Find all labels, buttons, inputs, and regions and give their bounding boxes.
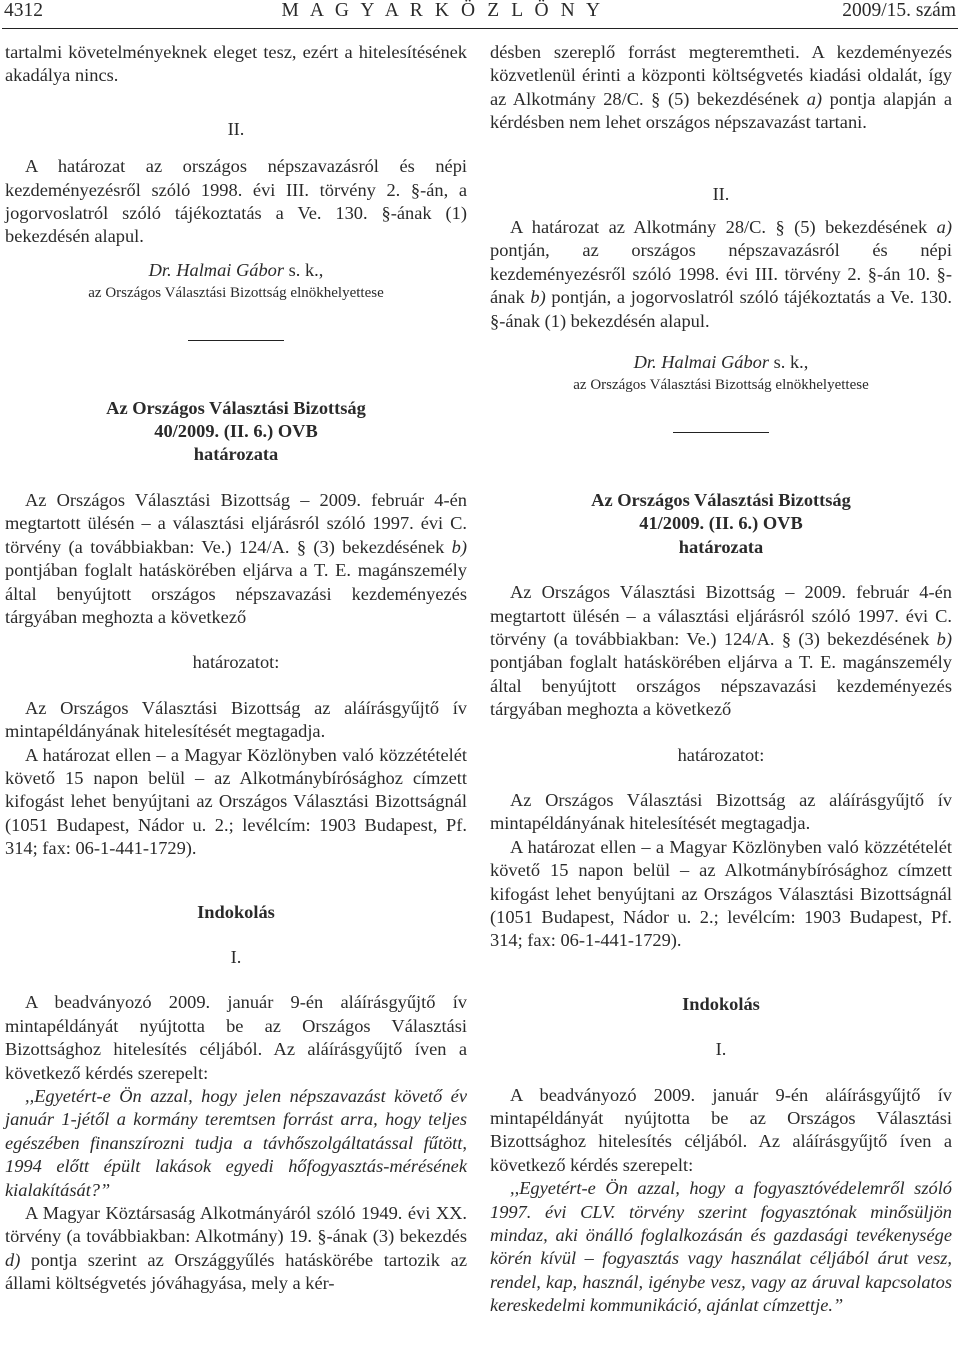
decision-organization: Az Országos Választási Bizottság: [106, 397, 366, 418]
signatory-title: az Országos Választási Bizottság elnökhelyettese: [573, 377, 869, 394]
decision-number: 41/2009. (II. 6.) OVB: [639, 513, 803, 534]
decision-intro: Az Országos Választási Bizottság – 2009. február 4-én megtartott ülésén – a választási eljárásról szóló 1997. évi C. törvény (a továbbiakban: Ve.) 124/A. § (3) bekezdésének b) pontjában foglalt hatáskörében eljárva a T. E. magánszemély által benyújtott országos népszavazási kezdeményezés tárgyában meghozta a következő: [5, 489, 467, 627]
resolution-heading: határozatot:: [677, 744, 765, 765]
signature-line: [5, 259, 467, 282]
decision-number: 40/2009. (II. 6.) OVB: [154, 421, 318, 442]
signatory-name: Dr. Halmai Gábor: [148, 259, 285, 280]
decision-organization: Az Országos Választási Bizottság: [591, 489, 851, 510]
constitution-paragraph: A Magyar Köztársaság Alkotmányáról szóló 1949. évi XX. törvény (a továbbiakban: Alkotmány) 19. §-ának (3) bekezdés d) pontja szerint az Országgyűlés hatáskörébe tartozik az állami költségvetés jóváhagyása, mely a kér-: [5, 1203, 467, 1294]
question-text: ,,Egyetért-e Ön azzal, hogy jelen népszavazást követő év január 1-jétől a kormány teremtsen forrást arra, hogy teljes egészében finanszírozni tudja a távhőszolgáltatással fűtött, 1994 előtt épült lakások egyedi hőfogyasztás-mérésének kialakítását?”: [5, 1086, 467, 1200]
reasoning-heading: Indokolás: [682, 993, 760, 1014]
header-rule: [2, 28, 958, 29]
appeal-paragraph: A határozat ellen – a Magyar Közlönyben való közzétételét követő 15 napon belül – az Alkotmánybírósághoz címzett kifogást lehet benyújtani az Országos Választási Bizottságnál (1051 Budapest, Nádor u. 2.; levélcím: 1903 Budapest, Pf. 314; fax: 06-1-441-1729).: [5, 744, 467, 859]
page-header: [4, 0, 956, 26]
signatory-title: az Országos Választási Bizottság elnökhelyettese: [88, 285, 384, 302]
legal-basis-paragraph: A határozat az Alkotmány 28/C. § (5) bekezdésének a) pontján, az országos népszavazásról és népi kezdeményezésről szóló 1998. évi III. törvény 2. §-án 10. §-ának b) pontján, a jogorvoslatról szóló tájékoztatás a Ve. 130. §-ának (1) bekezdésén alapul.: [490, 217, 952, 331]
reasoning-paragraph: A beadványozó 2009. január 9-én aláírásgyűjtő ív mintapéldányát nyújtotta be az Országos Választási Bizottsághoz hitelesítés céljából. Az aláírásgyűjtő íven a következő kérdés szerepelt:: [5, 992, 467, 1083]
section-number: I.: [230, 946, 242, 967]
signatory-name: Dr. Halmai Gábor: [633, 352, 770, 373]
resolution-paragraph: Az Országos Választási Bizottság az aláírásgyűjtő ív mintapéldányának hitelesítését megtagadja.: [5, 697, 467, 742]
continued-paragraph: tartalmi követelményeknek eleget tesz, ezért a hitelesítésének akadálya nincs.: [5, 42, 467, 86]
signature-suffix: s. k.,: [769, 352, 809, 373]
resolution-heading: határozatot:: [192, 652, 280, 673]
section-number: I.: [715, 1039, 727, 1060]
resolution-paragraph: Az Országos Választási Bizottság az aláírásgyűjtő ív mintapéldányának hitelesítését megtagadja.: [490, 789, 952, 834]
left-column: [5, 41, 467, 1296]
section-number: II.: [227, 118, 245, 139]
decision-label: határozata: [678, 536, 764, 557]
right-column: [490, 41, 952, 1318]
reasoning-paragraph: A beadványozó 2009. január 9-én aláírásgyűjtő ív mintapéldányát nyújtotta be az Országos Választási Bizottsághoz hitelesítés céljából. Az aláírásgyűjtő íven a következő kérdés szerepelt:: [490, 1084, 952, 1175]
decision-intro: Az Országos Választási Bizottság – 2009. február 4-én megtartott ülésén – a választási eljárásról szóló 1997. évi C. törvény (a továbbiakban: Ve.) 124/A. § (3) bekezdésének b) pontjában foglalt hatáskörében eljárva a T. E. magánszemély által benyújtott országos népszavazási kezdeményezés tárgyában meghozta a következő: [490, 582, 952, 720]
issue-number: 2009/15. szám: [842, 0, 956, 21]
legal-basis-paragraph: A határozat az országos népszavazásról és népi kezdeményezésről szóló 1998. évi III. törvény 2. §-án, a jogorvoslatról szóló tájékoztatás a Ve. 130. §-ának (1) bekezdésén alapul.: [5, 156, 467, 247]
publication-title: M A G Y A R K Ö Z L Ö N Y: [281, 0, 604, 21]
signature-suffix: s. k.,: [284, 259, 324, 280]
section-number: II.: [712, 183, 730, 204]
signature-line: [490, 351, 952, 374]
question-text: ,,Egyetért-e Ön azzal, hogy a fogyasztóvédelemről szóló 1997. évi CLV. törvény szerint fogyasztónak minősüljön mindaz, aki önálló foglalkozásán és gazdasági tevékenysége körén kívül – fogyasztás vagy használat céljából árut vesz, rendel, kap, használ, igénybe vesz, vagy az áruval kapcsolatos kereskedelmi kommunikáció, ajánlat címzettje.”: [490, 1178, 952, 1316]
continued-paragraph: désben szereplő forrást megteremtheti. A kezdeményezés közvetlenül érinti a központi költségvetés kiadási oldalát, így az Alkotmány 28/C. § (5) bekezdésének a) pontja alapján a kérdésben nem lehet országos népszavazást tartani.: [490, 42, 952, 133]
reasoning-heading: Indokolás: [197, 901, 275, 922]
appeal-paragraph: A határozat ellen – a Magyar Közlönyben való közzétételét követő 15 napon belül – az Alkotmánybírósághoz címzett kifogást lehet benyújtani az Országos Választási Bizottságnál (1051 Budapest, Nádor u. 2.; levélcím: 1903 Budapest, Pf. 314; fax: 06-1-441-1729).: [490, 836, 952, 951]
decision-label: határozata: [193, 444, 279, 465]
page-number: 4312: [4, 0, 43, 21]
